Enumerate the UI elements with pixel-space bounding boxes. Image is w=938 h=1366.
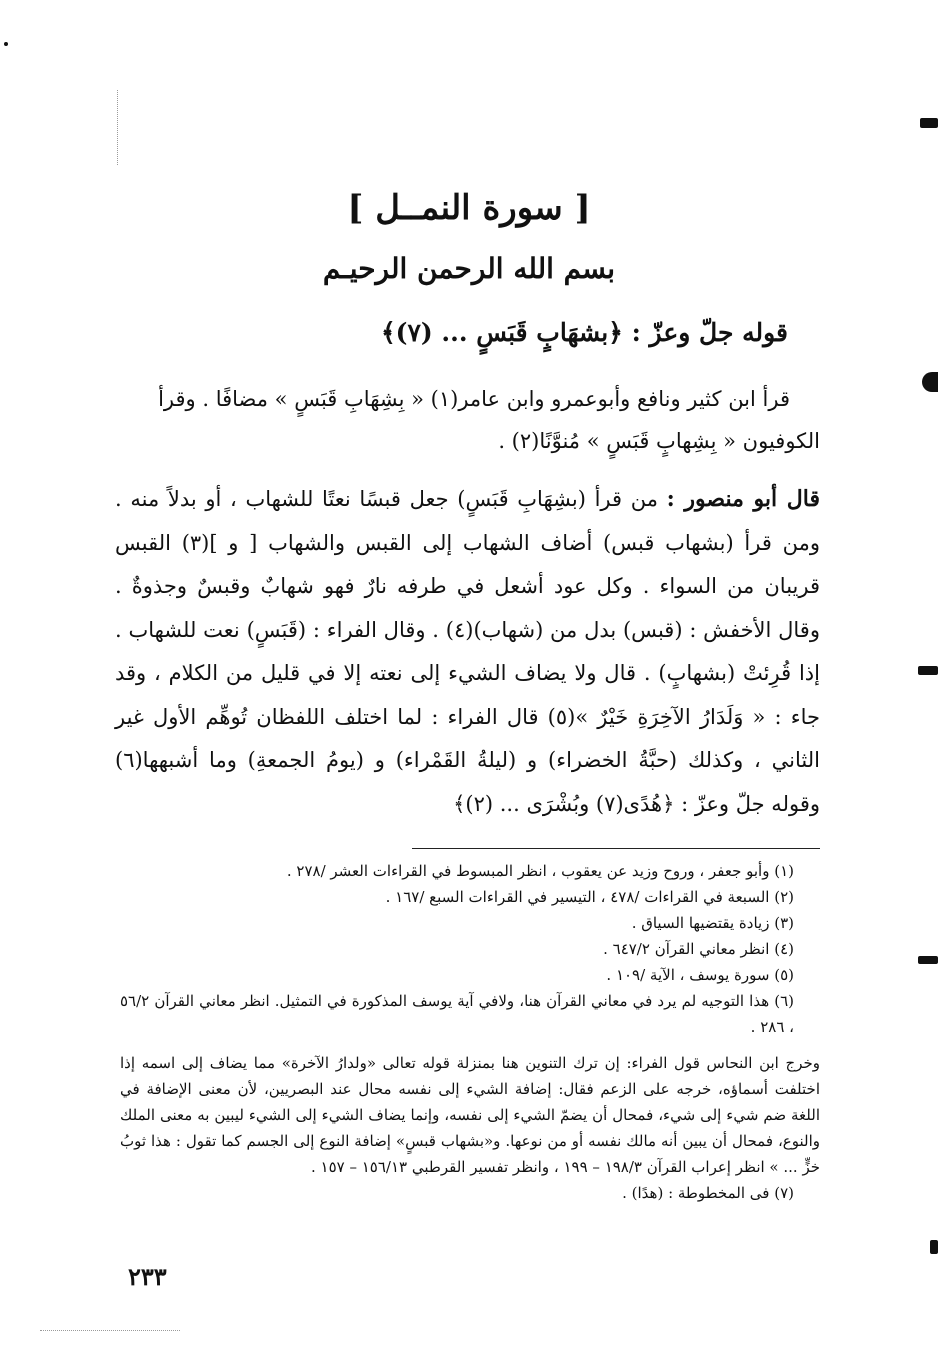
scan-mark xyxy=(920,118,938,128)
scan-dotted-line xyxy=(40,1330,180,1332)
footnote-separator xyxy=(412,848,820,849)
commentary-lead: قال أبو منصور : xyxy=(666,486,820,512)
readings-line: الكوفيون « بِشِهابٍ قَبَسٍ » مُنوَّنًا(٢) . xyxy=(498,429,820,453)
verse-heading: قوله جلّ وعزّ : ﴿بشهَابٍ قَبَسٍ ... (٧)﴾ xyxy=(380,318,788,347)
footnote-6-continuation: وخرج ابن النحاس قول الفراء: إن ترك التنوين هنا بمنزلة قوله تعالى «ولدارُ الآخرة» مما يضاف إلى اسمه إذا اختلفت أسماؤه، خرجه على الزعم فقال: إضافة الشيء إلى نفسه محال عند البصريين، لأن معنى الإضافة في اللغة ضم شيء إلى شيء، فمحال أن يضمّ الشيء إلى نفسه، وإنما يضاف الشيء إلى الشيء ليبين به معنى الملك والنوع، فمحال أن يبين أنه مالك نفسه أو من نوعها. و«بشهاب قبسٍ» إضافة النوع إلى الجسم كما تقول : هذا ثوبُ خزٍّ ... » انظر إعراب القرآن ١٩٨/٣ – ١٩٩ ، وانظر تفسير القرطبي ١٥٦/١٣ – ١٥٧ . xyxy=(120,1054,820,1176)
scan-dotted-line xyxy=(117,90,119,165)
scan-mark xyxy=(922,372,938,392)
readings-paragraph xyxy=(120,378,820,462)
footnote-6: (٦) هذا التوجيه لم يرد في معاني القرآن هنا، ولافي آية يوسف المذكورة في التمثيل. انظر معاني القرآن ٥٦/٢ ، ٢٨٦ . xyxy=(120,992,794,1036)
readings-line: قرأ ابن كثير ونافع وأبوعمرو وابن عامر(١) « بِشِهَابِ قَبَسٍ » مضافًا . وقرأ xyxy=(158,387,790,411)
footnote-7: (٧) فى المخطوطة : (هدًا) . xyxy=(622,1184,794,1202)
footnotes xyxy=(120,858,820,1206)
commentary-paragraph xyxy=(115,478,820,826)
footnote-2: (٢) السبعة في القراءات /٤٧٨ ، التيسير في القراءات السبع /١٦٧ . xyxy=(385,888,794,906)
scan-mark xyxy=(918,666,938,675)
basmala: بسم الله الرحمن الرحيـم xyxy=(322,252,616,285)
footnote-3: (٣) زيادة يقتضيها السياق . xyxy=(631,914,794,932)
commentary-text: من قرأ (بشِهَابِ قَبَسٍ) جعل قبسًا نعتًا للشهاب ، أو بدلاً منه . ومن قرأ (بشهاب قبس) أضاف الشهاب إلى القبس والشهاب [ و ](٣) القبس قريبان من السواء . وكل عود أشعل في طرفه نارٌ فهو شهابٌ وقبسٌ وجذوةٌ . وقال الأخفش : (قبس) بدل من (شهاب)(٤) . وقال الفراء : (قَبَسٍ) نعت للشهاب . إذا قُرِئتْ (بشهابٍ) . قال ولا يضاف الشيء إلى نعته إلا في قليل من الكلام ، وقد جاء : « وَلَدَارُ الآخِرَةِ خَيْرٌ »(٥) قال الفراء : لما اختلف اللفظان تُوهِّم الأول غير الثاني ، وكذلك (حبَّةُ الخضراء) و (ليلةُ القَمْراء) و (يومُ الجمعةِ) وما أشبهها(٦) وقوله جلّ وعزّ : ﴿هُدًى(٧) وبُشْرَى ... (٢)﴾ xyxy=(115,487,820,816)
footnote-4: (٤) انظر معاني القرآن ٦٤٧/٢ . xyxy=(603,940,794,958)
footnote-5: (٥) سورة يوسف ، الآية /١٠٩ . xyxy=(606,966,794,984)
scan-mark xyxy=(4,42,8,46)
scan-mark xyxy=(930,1240,938,1254)
scan-mark xyxy=(918,956,938,964)
footnote-1: (١) وأبو جعفر ، وروح وزيد عن يعقوب ، انظر المبسوط في القراءات العشر /٢٧٨ . xyxy=(286,862,794,880)
page-number: ٢٣٣ xyxy=(128,1262,167,1291)
surah-title: [ سورة النمــل ] xyxy=(347,188,591,228)
